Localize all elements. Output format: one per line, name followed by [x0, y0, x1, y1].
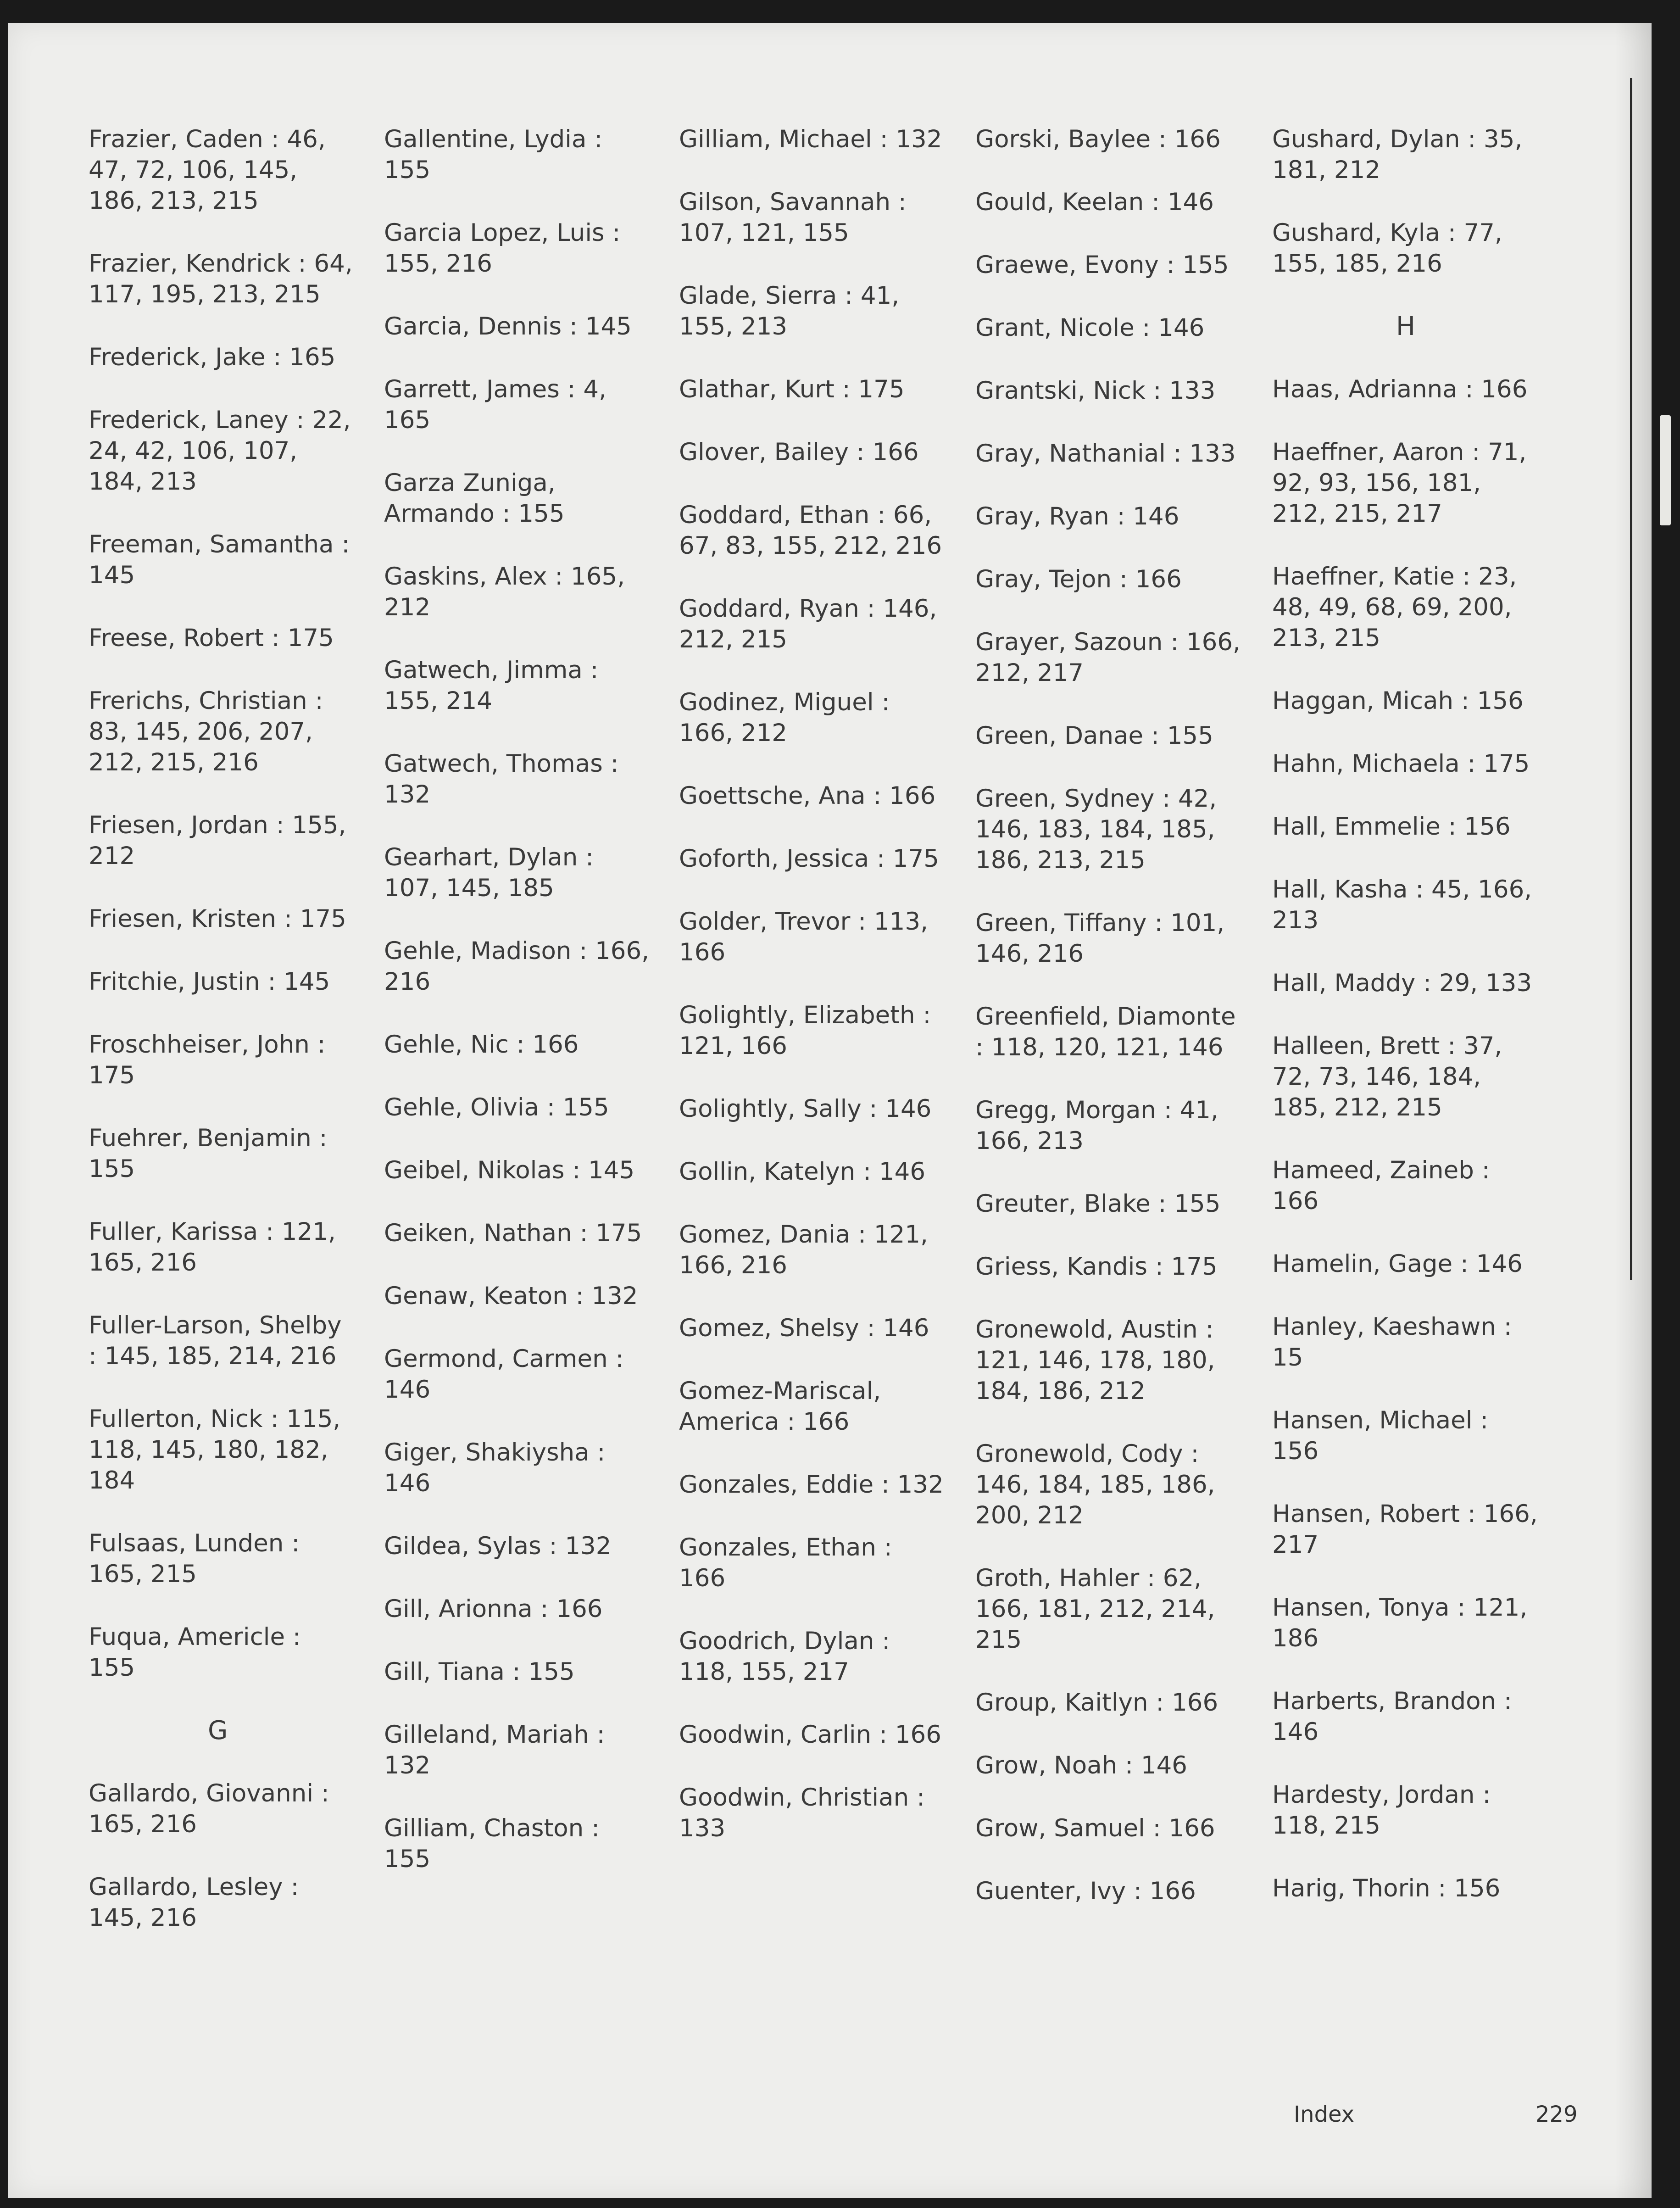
index-column-5: [1272, 124, 1538, 1936]
index-entry: Hardesty, Jordan : 118, 215: [1272, 1781, 1491, 1840]
index-entry: Friesen, Jordan : 155, 212: [89, 811, 346, 870]
index-entry: Fullerton, Nick : 115, 118, 145, 180, 182, 184: [89, 1405, 341, 1494]
index-entry: Gildea, Sylas : 132: [384, 1532, 612, 1560]
index-entry: Green, Sydney : 42, 146, 183, 184, 185, 186, 213, 215: [975, 785, 1217, 874]
index-entry: Gehle, Olivia : 155: [384, 1093, 609, 1121]
index-entry: Haas, Adrianna : 166: [1272, 375, 1528, 403]
index-column-2: [384, 124, 650, 1907]
index-entry: Hameed, Zaineb : 166: [1272, 1156, 1490, 1215]
index-entry: Gill, Arionna : 166: [384, 1595, 603, 1623]
index-entry: Friesen, Kristen : 175: [89, 905, 346, 933]
index-entry: Gatwech, Jimma : 155, 214: [384, 656, 599, 715]
index-entry: Hansen, Robert : 166, 217: [1272, 1500, 1538, 1559]
index-entry: Fulsaas, Lunden : 165, 215: [89, 1529, 300, 1588]
index-entry: Gushard, Kyla : 77, 155, 185, 216: [1272, 219, 1502, 278]
index-entry: Groth, Hahler : 62, 166, 181, 212, 214, 215: [975, 1564, 1215, 1654]
index-entry: Goodwin, Carlin : 166: [679, 1721, 941, 1749]
index-entry: Hanley, Kaeshawn : 15: [1272, 1313, 1512, 1372]
index-entry: Fuqua, Americle : 155: [89, 1623, 301, 1682]
index-entry: Golightly, Elizabeth : 121, 166: [679, 1001, 931, 1060]
index-entry: Genaw, Keaton : 132: [384, 1282, 638, 1310]
index-entry: Haeffner, Katie : 23, 48, 49, 68, 69, 200, 213, 215: [1272, 563, 1517, 652]
index-entry: Goforth, Jessica : 175: [679, 845, 939, 873]
index-entry: Gushard, Dylan : 35, 181, 212: [1272, 125, 1523, 184]
index-entry: Fuller, Karissa : 121, 165, 216: [89, 1218, 336, 1277]
index-entry: Grayer, Sazoun : 166, 212, 217: [975, 628, 1241, 687]
index-entry: Frazier, Caden : 46, 47, 72, 106, 145, 186, 213, 215: [89, 125, 326, 215]
index-entry: Hansen, Tonya : 121, 186: [1272, 1594, 1528, 1652]
index-entry: Green, Tiffany : 101, 146, 216: [975, 909, 1225, 968]
index-entry: Glade, Sierra : 41, 155, 213: [679, 282, 900, 340]
index-entry: Gorski, Baylee : 166: [975, 125, 1221, 153]
index-entry: Frederick, Laney : 22, 24, 42, 106, 107, 184, 213: [89, 406, 351, 496]
index-entry: Harig, Thorin : 156: [1272, 1874, 1501, 1902]
index-entry: Graewe, Evony : 155: [975, 251, 1229, 279]
index-entry: Gonzales, Eddie : 132: [679, 1471, 944, 1499]
index-entry: Halleen, Brett : 37, 72, 73, 146, 184, 185, 212, 215: [1272, 1032, 1502, 1121]
index-entry: Fritchie, Justin : 145: [89, 968, 330, 996]
index-entry: Garcia, Dennis : 145: [384, 312, 632, 340]
index-entry: Goddard, Ethan : 66, 67, 83, 155, 212, 216: [679, 501, 942, 560]
index-entry: Hamelin, Gage : 146: [1272, 1250, 1523, 1278]
index-entry: Hall, Emmelie : 156: [1272, 813, 1511, 841]
index-entry: Gilleland, Mariah : 132: [384, 1721, 605, 1779]
index-entry: Glathar, Kurt : 175: [679, 375, 905, 403]
index-entry: Gronewold, Austin : 121, 146, 178, 180, 184, 186, 212: [975, 1316, 1215, 1405]
index-entry: Goddard, Ryan : 146, 212, 215: [679, 595, 937, 653]
index-entry: Frerichs, Christian : 83, 145, 206, 207, 212, 215, 216: [89, 687, 323, 776]
footer-section-label: Index: [1294, 2102, 1355, 2127]
index-entry: Gomez, Shelsy : 146: [679, 1314, 929, 1342]
index-entry: Geibel, Nikolas : 145: [384, 1156, 635, 1184]
section-letter: G: [208, 1716, 228, 1745]
index-entry: Gray, Tejon : 166: [975, 565, 1182, 593]
footer-page-number: 229: [1535, 2102, 1578, 2127]
index-entry: Geiken, Nathan : 175: [384, 1219, 642, 1247]
index-entry: Fuehrer, Benjamin : 155: [89, 1124, 328, 1183]
index-entry: Grow, Noah : 146: [975, 1751, 1188, 1779]
index-entry: Gomez, Dania : 121, 166, 216: [679, 1221, 928, 1279]
index-entry: Golightly, Sally : 146: [679, 1095, 932, 1123]
index-entry: Gallentine, Lydia : 155: [384, 125, 603, 184]
index-entry: Gilson, Savannah : 107, 121, 155: [679, 188, 907, 247]
index-entry: Haggan, Micah : 156: [1272, 687, 1524, 715]
index-entry: Greenfield, Diamonte : 118, 120, 121, 146: [975, 1003, 1236, 1061]
index-entry: Glover, Bailey : 166: [679, 438, 919, 466]
index-entry: Frederick, Jake : 165: [89, 343, 336, 371]
index-entry: Gatwech, Thomas : 132: [384, 750, 619, 808]
index-entry: Gray, Nathanial : 133: [975, 440, 1236, 468]
index-entry: Group, Kaitlyn : 166: [975, 1689, 1218, 1717]
index-entry: Goodwin, Christian : 133: [679, 1784, 925, 1842]
index-entry: Frazier, Kendrick : 64, 117, 195, 213, 215: [89, 250, 353, 308]
index-entry: Garcia Lopez, Luis : 155, 216: [384, 219, 621, 278]
index-entry: Gronewold, Cody : 146, 184, 185, 186, 200, 212: [975, 1440, 1215, 1529]
index-column-4: [975, 124, 1241, 1939]
index-column-1: [89, 124, 355, 1965]
index-entry: Grant, Nicole : 146: [975, 314, 1205, 342]
page-tab-marker: [1660, 415, 1671, 525]
index-entry: Gonzales, Ethan : 166: [679, 1533, 892, 1592]
index-entry: Freese, Robert : 175: [89, 624, 334, 652]
index-entry: Gilliam, Michael : 132: [679, 125, 942, 153]
index-entry: Garrett, James : 4, 165: [384, 375, 606, 434]
index-entry: Hansen, Michael : 156: [1272, 1406, 1489, 1465]
index-entry: Giger, Shakiysha : 146: [384, 1439, 606, 1497]
index-entry: Gill, Tiana : 155: [384, 1658, 575, 1686]
index-column-3: [679, 124, 945, 1876]
index-entry: Gehle, Madison : 166, 216: [384, 937, 650, 996]
index-entry: Greuter, Blake : 155: [975, 1190, 1221, 1218]
index-entry: Golder, Trevor : 113, 166: [679, 908, 928, 966]
index-entry: Goodrich, Dylan : 118, 155, 217: [679, 1627, 890, 1686]
index-entry: Gould, Keelan : 146: [975, 188, 1214, 216]
index-entry: Green, Danae : 155: [975, 722, 1213, 750]
binding-rule: [1630, 78, 1632, 1280]
section-letter: H: [1396, 312, 1416, 341]
index-entry: Gallardo, Giovanni : 165, 216: [89, 1779, 329, 1838]
index-entry: Germond, Carmen : 146: [384, 1345, 624, 1404]
index-entry: Gilliam, Chaston : 155: [384, 1814, 600, 1873]
index-entry: Guenter, Ivy : 166: [975, 1877, 1196, 1905]
index-entry: Godinez, Miguel : 166, 212: [679, 688, 890, 747]
index-entry: Freeman, Samantha : 145: [89, 530, 350, 589]
index-entry: Gearhart, Dylan : 107, 145, 185: [384, 843, 594, 902]
index-entry: Froschheiser, John : 175: [89, 1031, 326, 1089]
index-entry: Gallardo, Lesley : 145, 216: [89, 1873, 299, 1932]
index-entry: Griess, Kandis : 175: [975, 1253, 1218, 1281]
index-entry: Gray, Ryan : 146: [975, 502, 1179, 530]
page-edge-shadow: [1615, 23, 1652, 2198]
index-entry: Fuller-Larson, Shelby : 145, 185, 214, 216: [89, 1311, 342, 1370]
index-entry: Gomez-Mariscal, America : 166: [679, 1377, 881, 1436]
index-entry: Harberts, Brandon : 146: [1272, 1687, 1512, 1746]
index-entry: Haeffner, Aaron : 71, 92, 93, 156, 181, 212, 215, 217: [1272, 438, 1527, 528]
index-entry: Grow, Samuel : 166: [975, 1814, 1215, 1842]
index-entry: Goettsche, Ana : 166: [679, 782, 936, 810]
index-entry: Grantski, Nick : 133: [975, 377, 1216, 405]
index-entry: Garza Zuniga, Armando : 155: [384, 469, 565, 528]
index-entry: Gehle, Nic : 166: [384, 1031, 579, 1059]
index-entry: Gollin, Katelyn : 146: [679, 1158, 926, 1186]
index-entry: Hall, Kasha : 45, 166, 213: [1272, 875, 1532, 934]
index-entry: Hall, Maddy : 29, 133: [1272, 969, 1532, 997]
index-entry: Gregg, Morgan : 41, 166, 213: [975, 1096, 1218, 1155]
index-entry: Gaskins, Alex : 165, 212: [384, 563, 625, 621]
index-entry: Hahn, Michaela : 175: [1272, 750, 1530, 778]
